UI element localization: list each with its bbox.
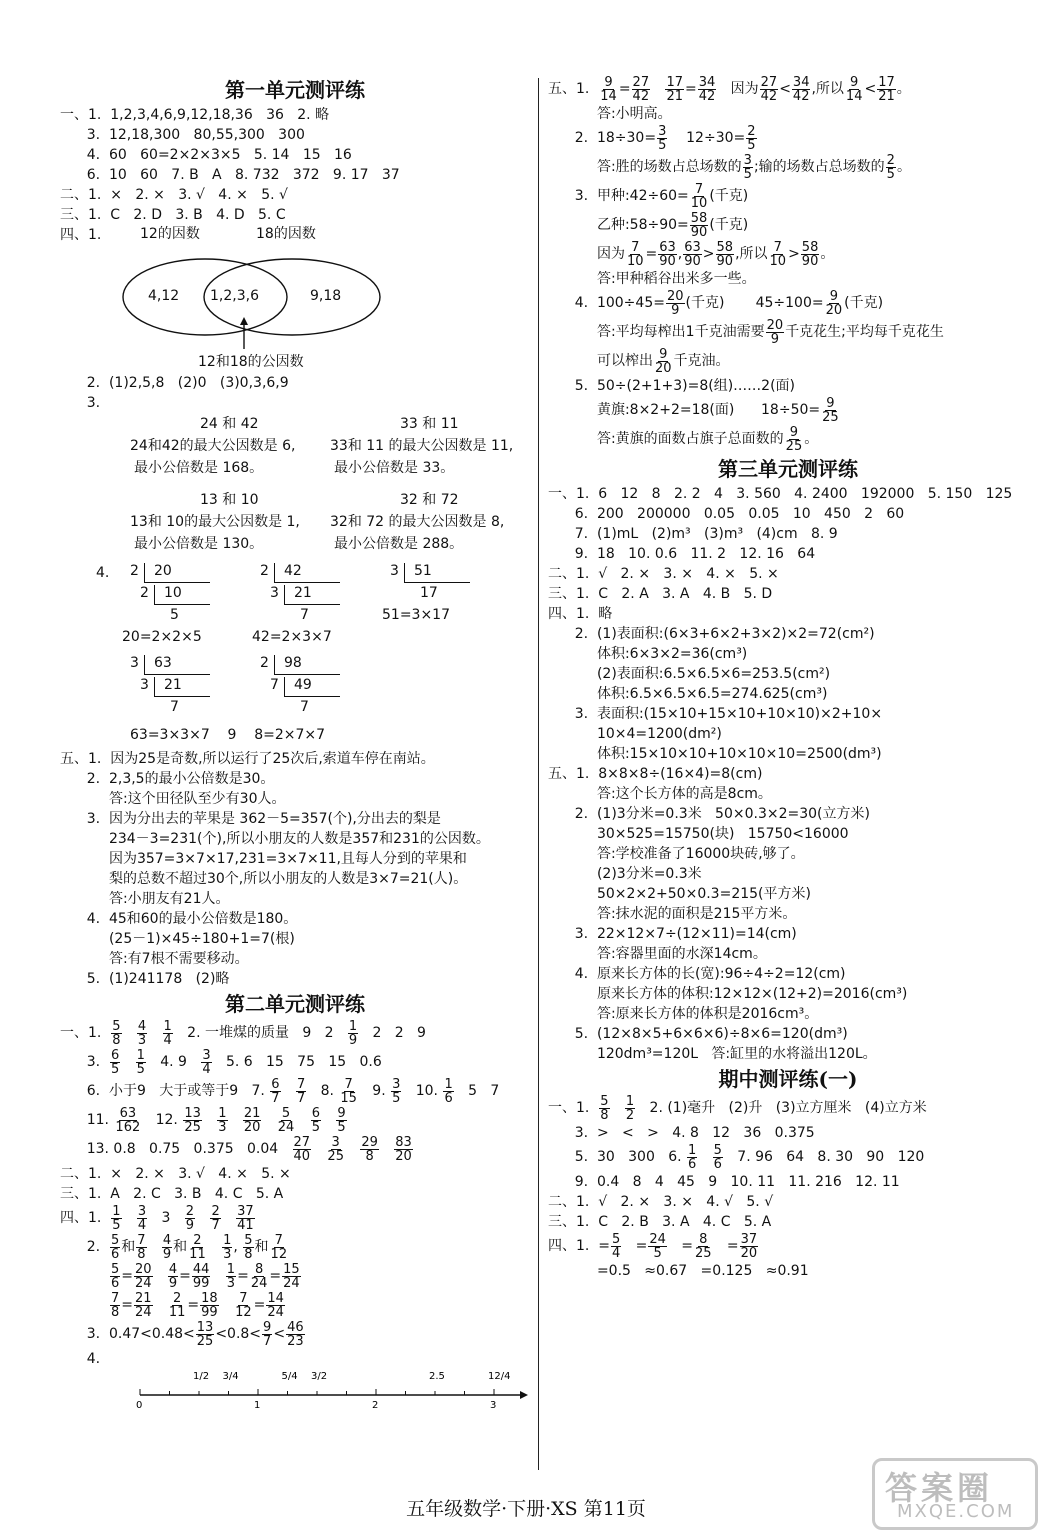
dividend: 10	[164, 585, 182, 601]
fraction: $\frac{5}{8}$	[600, 1093, 609, 1123]
division-rule	[274, 582, 340, 583]
fraction: $\frac{4}{9}$	[162, 1232, 172, 1262]
dividend: 21	[294, 585, 312, 601]
unit1-title: 第一单元测评练	[225, 78, 365, 102]
answer-line: =0.5 ≈0.67 =0.125 ≈0.91	[548, 1263, 809, 1279]
answer-line: 5. 50÷(2+1+3)=8(组)……2(面)	[548, 378, 796, 394]
fraction: $\frac{1}{3}$	[226, 1261, 236, 1291]
fraction: $\frac{5}{6}$	[713, 1142, 722, 1172]
division-bar	[154, 585, 155, 605]
fraction: $\frac{9}{14}$	[845, 74, 863, 104]
fraction: $\frac{4}{9}$	[168, 1261, 178, 1291]
quotient: 7	[300, 607, 309, 623]
fraction: $\frac{1}{5}$	[136, 1047, 145, 1077]
answer-line: 三、1. A 2. C 3. B 4. C 5. A	[60, 1186, 284, 1202]
fraction: $\frac{1}{6}$	[688, 1142, 697, 1172]
fraction: $\frac{58}{90}$	[801, 239, 819, 269]
answer-line: 二、1. × 2. × 3. √ 4. × 5. √	[60, 187, 288, 203]
answer-line: 30×525=15750(块) 15750<16000	[548, 826, 849, 842]
answer-line: 4. 45和60的最小公倍数是180。	[60, 911, 298, 927]
answer-line: 答:甲种稻谷出米多一些。	[548, 271, 756, 287]
division-rule	[154, 604, 210, 605]
venn-caption: 12和18的公因数	[198, 354, 304, 370]
fraction: $\frac{4}{3}$	[137, 1018, 147, 1048]
answer-line: $\frac{5}{6}$ = $\frac{20}{24}$ $\frac{4}{9}$ = $\frac{44}{99}$ $\frac{1}{3}$ = $\frac{8}{24}$ = $\frac{15}{24}$	[110, 1261, 300, 1291]
answer-line: 答:黄旗的面数占旗子总面数的 $\frac{9}{25}$ 。	[548, 424, 819, 454]
divisor: 3	[130, 655, 139, 671]
division-rule	[284, 696, 340, 697]
venn-label-12: 12的因数	[140, 226, 200, 242]
answer-line: 答:小朋友有21人。	[60, 891, 230, 907]
divisor: 2	[130, 563, 139, 579]
answer-line: 五、1. 8×8×8÷(16×4)=8(cm)	[548, 766, 763, 782]
fraction: $\frac{13}{25}$	[196, 1319, 214, 1349]
answer-line: 二、1. √ 2. × 3. × 4. × 5. ×	[548, 566, 779, 582]
answer-line: 因为357=3×7×17,231=3×7×11,且每人分到的苹果和	[60, 851, 467, 867]
fraction: $\frac{27}{40}$	[293, 1134, 311, 1164]
fraction: $\frac{3}{5}$	[658, 123, 667, 153]
pair-heading: 24 和 42	[200, 416, 259, 432]
answer-line: 答:平均每榨出1千克油需要 $\frac{20}{9}$ 千克花生;平均每千克花生	[548, 317, 944, 347]
number-line-tick-label: 3	[490, 1400, 497, 1409]
answer-line: 五、1. $\frac{9}{14}$ = $\frac{27}{42}$ $\frac{17}{21}$ = $\frac{34}{42}$ 因为 $\frac{27}{42}$ < $\frac{34}{42}$ ,所以 $\frac{9}{14}$ < $\frac{17}{21}$ 。	[548, 74, 911, 104]
answer-line: 答:胜的场数占总场数的 $\frac{3}{5}$ ;输的场数占总场数的 $\frac{2}{5}$ 。	[548, 152, 911, 182]
fraction: $\frac{5}{8}$	[112, 1018, 121, 1048]
venn-right-only: 9,18	[310, 288, 342, 304]
answer-line: 2. $\frac{5}{6}$ 和 $\frac{7}{8}$ $\frac{4}{9}$ 和 $\frac{2}{11}$ $\frac{1}{3}$ , $\frac{5}{8}$ 和 $\frac{7}{12}$	[60, 1232, 288, 1262]
answer-line: 二、1. √ 2. × 3. × 4. √ 5. √	[548, 1194, 774, 1210]
unit3-title: 第三单元测评练	[718, 457, 858, 481]
division-rule	[404, 582, 470, 583]
fraction: $\frac{3}{4}$	[137, 1203, 147, 1233]
fraction: $\frac{5}{24}$	[277, 1105, 295, 1135]
division-rule	[274, 674, 340, 675]
pair-gcd: 24和42的最大公因数是 6,	[130, 438, 296, 454]
fraction: $\frac{37}{20}$	[740, 1231, 758, 1261]
answer-line: 9. 0.4 8 4 45 9 10. 11 11. 216 12. 11	[548, 1174, 900, 1190]
answer-line: 四、1. $\frac{1}{5}$ $\frac{3}{4}$ 3 $\frac{2}{9}$ $\frac{2}{7}$ $\frac{37}{41}$	[60, 1203, 254, 1233]
fraction: $\frac{44}{99}$	[192, 1261, 210, 1291]
fraction: $\frac{9}{7}$	[263, 1319, 272, 1349]
fraction: $\frac{58}{90}$	[716, 239, 734, 269]
number-line-arrow	[520, 1391, 528, 1399]
answer-line: 9. 18 10. 0.6 11. 2 12. 16 64	[548, 546, 816, 562]
fraction: $\frac{9}{20}$	[654, 346, 672, 376]
divisor: 3	[140, 677, 149, 693]
number-line-tick-label: 1	[254, 1400, 261, 1409]
division-rule	[144, 674, 210, 675]
fraction: $\frac{2}{9}$	[185, 1203, 195, 1233]
fraction: $\frac{46}{23}$	[287, 1319, 304, 1349]
page-footer: 五年级数学·下册·XS 第11页	[406, 1498, 646, 1520]
venn-left-only: 4,12	[148, 288, 180, 304]
answer-line: 3. 0.47<0.48< $\frac{13}{25}$ <0.8< $\frac{9}{7}$ < $\frac{46}{23}$	[60, 1319, 304, 1349]
number-line-mark-label: 3/4	[222, 1371, 239, 1382]
fraction: $\frac{7}{10}$	[769, 239, 787, 269]
fraction: $\frac{3}{5}$	[743, 152, 752, 182]
answer-line: 6. 10 60 7. B A 8. 732 372 9. 17 37	[60, 167, 400, 183]
midterm-title: 期中测评练(一)	[718, 1067, 858, 1091]
fraction: $\frac{15}{24}$	[283, 1261, 300, 1291]
answer-line: 3.	[60, 395, 101, 411]
division-bar	[404, 563, 405, 583]
answer-line: 3. 表面积:(15×10+15×10+10×10)×2+10×	[548, 706, 883, 722]
answer-line: 答:容器里面的水深14cm。	[548, 946, 767, 962]
division-rule	[144, 582, 210, 583]
fraction: $\frac{37}{41}$	[237, 1203, 254, 1233]
left-column	[60, 75, 530, 1409]
factorization: 42=2×3×7	[252, 629, 332, 645]
number-line-mark-label: 1/2	[193, 1371, 210, 1382]
pair-heading: 33 和 11	[400, 416, 459, 432]
number-line-tick-label: 0	[136, 1400, 143, 1409]
answer-line: 120dm³=120L 答:缸里的水将溢出120L。	[548, 1046, 877, 1062]
answer-line: 5. (1)241178 (2)略	[60, 971, 230, 987]
dividend: 21	[164, 677, 182, 693]
divisor: 2	[260, 563, 269, 579]
answer-line: $\frac{7}{8}$ = $\frac{21}{24}$ $\frac{2}{11}$ = $\frac{18}{99}$ $\frac{7}{12}$ = $\frac{14}{24}$	[110, 1290, 284, 1320]
number-line-mark-label: 2.5	[429, 1371, 445, 1382]
fraction: $\frac{27}{42}$	[632, 74, 650, 104]
answer-line: 四、1. = $\frac{5}{4}$ = $\frac{24}{5}$ = $\frac{8}{25}$ = $\frac{37}{20}$	[548, 1231, 758, 1261]
answer-line: 2. (1)3分米=0.3米 50×0.3×2=30(立方米)	[548, 806, 870, 822]
fraction: $\frac{83}{20}$	[395, 1134, 412, 1164]
fraction: $\frac{3}{4}$	[202, 1047, 211, 1077]
short-division	[122, 563, 250, 653]
answer-line: 50×2×2+50×0.3=215(平方米)	[548, 886, 811, 902]
number-line-mark-label: 5/4	[281, 1371, 298, 1382]
fraction: $\frac{2}{7}$	[211, 1203, 220, 1233]
venn-arrowhead	[240, 317, 248, 325]
fraction: $\frac{3}{25}$	[327, 1134, 344, 1164]
fraction: $\frac{1}{5}$	[112, 1203, 121, 1233]
fraction: $\frac{9}{14}$	[600, 74, 617, 104]
column-divider	[538, 78, 539, 1470]
answer-line: (25－1)×45÷180+1=7(根)	[60, 931, 295, 947]
answer-line: 答:有7根不需要移动。	[60, 951, 249, 967]
answer-line: 四、1. 略	[548, 606, 613, 622]
answer-line: 三、1. C 2. A 3. A 4. B 5. D	[548, 586, 773, 602]
fraction: $\frac{34}{42}$	[792, 74, 810, 104]
answer-line: 2. (1)表面积:(6×3+6×2+3×2)×2=72(cm²)	[548, 626, 875, 642]
divisor: 7	[270, 677, 279, 693]
fraction: $\frac{17}{21}$	[666, 74, 683, 104]
answer-line: 一、1. 6 12 8 2. 2 4 3. 560 4. 2400 192000 5. 150 125	[548, 486, 1013, 502]
answer-line: 答:这个长方体的高是8cm。	[548, 786, 772, 802]
pair-gcd: 13和 10的最大公因数是 1,	[130, 514, 300, 530]
fraction: $\frac{5}{6}$	[110, 1232, 120, 1262]
pair-heading: 13 和 10	[200, 492, 259, 508]
fraction: $\frac{24}{5}$	[649, 1231, 666, 1261]
quotient: 7	[170, 699, 179, 715]
fraction: $\frac{13}{25}$	[184, 1105, 201, 1135]
fraction: $\frac{2}{11}$	[189, 1232, 206, 1262]
fraction: $\frac{7}{7}$	[296, 1076, 306, 1106]
division-bar	[274, 655, 275, 675]
division-bar	[144, 655, 145, 675]
division-bar	[284, 677, 285, 697]
answer-line: 黄旗:8×2+2=18(面) 18÷50= $\frac{9}{25}$	[548, 395, 839, 425]
answer-line: 答:抹水泥的面积是215平方米。	[548, 906, 797, 922]
fraction: $\frac{7}{10}$	[690, 181, 708, 211]
short-division	[252, 563, 380, 653]
fraction: $\frac{6}{7}$	[271, 1076, 280, 1106]
pair-lcm: 最小公倍数是 168。	[134, 460, 264, 476]
divisor: 2	[140, 585, 149, 601]
answer-line: 3. 甲种:42÷60= $\frac{7}{10}$ (千克)	[548, 181, 749, 211]
short-divisions	[60, 563, 530, 749]
answer-line: 体积:6×3×2=36(cm³)	[548, 646, 748, 662]
answer-line: 因为 $\frac{7}{10}$ = $\frac{63}{90}$ , $\frac{63}{90}$ > $\frac{58}{90}$ ,所以 $\frac{7}{10}$ > $\frac{58}{90}$ 。	[548, 239, 835, 269]
fraction: $\frac{20}{24}$	[134, 1261, 152, 1291]
fraction: $\frac{2}{5}$	[886, 152, 895, 182]
answer-line: (2)3分米=0.3米	[548, 866, 702, 882]
division-bar	[284, 585, 285, 605]
fraction: $\frac{21}{24}$	[134, 1290, 152, 1320]
pair-gcd: 33和 11 的最大公因数是 11,	[330, 438, 514, 454]
dividend: 49	[294, 677, 312, 693]
watermark-top: 答案圈	[885, 1469, 994, 1507]
pair-lcm: 最小公倍数是 33。	[334, 460, 455, 476]
watermark-logo	[872, 1458, 1038, 1530]
venn-common: 1,2,3,6	[210, 288, 259, 304]
watermark-bottom: MXQE.COM	[897, 1501, 1015, 1522]
fraction: $\frac{8}{24}$	[250, 1261, 268, 1291]
fraction: $\frac{34}{42}$	[698, 74, 716, 104]
answer-line: 梨的总数不超过30个,所以小朋友的人数是3×7=21(人)。	[60, 871, 468, 887]
answer-line: 234－3=231(个),所以小朋友的人数是357和231的公因数。	[60, 831, 490, 847]
fraction: $\frac{58}{90}$	[690, 210, 708, 240]
fraction: $\frac{6}{5}$	[110, 1047, 120, 1077]
fraction: $\frac{9}{20}$	[825, 288, 843, 318]
pair-gcd: 32和 72 的最大公因数是 8,	[330, 514, 505, 530]
answer-line: 3. 12,18,300 80,55,300 300	[60, 127, 305, 143]
division-bar	[274, 563, 275, 583]
fraction: $\frac{1}{2}$	[625, 1093, 635, 1123]
fraction: $\frac{1}{9}$	[348, 1018, 358, 1048]
quotient: 17	[420, 585, 438, 601]
fraction: $\frac{7}{8}$	[137, 1232, 146, 1262]
pair-lcm: 最小公倍数是 288。	[334, 536, 464, 552]
fraction: $\frac{63}{162}$	[115, 1105, 141, 1135]
answer-line: 三、1. C 2. D 3. B 4. D 5. C	[60, 207, 286, 223]
answer-line: 3. 因为分出去的苹果是 362－5=357(个),分出去的梨是	[60, 811, 441, 827]
fraction: $\frac{1}{4}$	[163, 1018, 172, 1048]
answer-line: 13. 0.8 0.75 0.375 0.04 $\frac{27}{40}$ $\frac{3}{25}$ $\frac{29}{8}$ $\frac{83}{20}$	[60, 1134, 412, 1164]
answer-line: 4. 100÷45= $\frac{20}{9}$ (千克) 45÷100= $\frac{9}{20}$ (千克)	[548, 288, 884, 318]
answer-line: 一、1. 1,2,3,4,6,9,12,18,36 36 2. 略	[60, 107, 330, 123]
fraction: $\frac{2}{11}$	[168, 1290, 186, 1320]
pair-heading: 32 和 72	[400, 492, 459, 508]
fraction: $\frac{5}{8}$	[244, 1232, 253, 1262]
division-bar	[154, 677, 155, 697]
dividend: 63	[154, 655, 172, 671]
number-line	[60, 1369, 530, 1409]
answer-line: 答:小明高。	[548, 106, 672, 122]
answer-line: 6. 小于9 大于或等于9 7. $\frac{6}{7}$ $\frac{7}{7}$ 8. $\frac{7}{15}$ 9. $\frac{3}{5}$ 10. $\frac{1}{6}$ 5 7	[60, 1076, 500, 1106]
fraction: $\frac{14}{24}$	[267, 1290, 284, 1320]
fraction: $\frac{29}{8}$	[361, 1134, 378, 1164]
fraction: $\frac{7}{12}$	[235, 1290, 252, 1320]
answer-line: 4. 60 60=2×2×3×5 5. 14 15 16	[60, 147, 352, 163]
answer-line: 二、1. × 2. × 3. √ 4. × 5. ×	[60, 1166, 291, 1182]
dividend: 51	[414, 563, 432, 579]
number-line-mark-label: 3/2	[311, 1371, 328, 1382]
division-rule	[284, 604, 340, 605]
answer-line: 6. 200 200000 0.05 0.05 10 450 2 60	[548, 506, 905, 522]
fraction: $\frac{1}{3}$	[218, 1105, 227, 1135]
answer-line: 4.	[60, 1351, 101, 1367]
factorization: 20=2×2×5	[122, 629, 202, 645]
divisor: 3	[390, 563, 399, 579]
fraction: $\frac{6}{5}$	[311, 1105, 320, 1135]
answer-line: 答:这个田径队至少有30人。	[60, 791, 286, 807]
fraction: $\frac{5}{6}$	[110, 1261, 120, 1291]
answer-line: 3. 22×12×7÷(12×11)=14(cm)	[548, 926, 797, 942]
answer-line: 答:学校准备了16000块砖,够了。	[548, 846, 805, 862]
answer-line: (2)表面积:6.5×6.5×6=253.5(cm²)	[548, 666, 831, 682]
fraction: $\frac{5}{4}$	[612, 1231, 621, 1261]
answer-line: 5. (12×8×5+6×6×6)÷8×6=120(dm³)	[548, 1026, 848, 1042]
q4-tail: 63=3×3×7 9 8=2×7×7	[130, 727, 326, 743]
divisor: 3	[270, 585, 279, 601]
fraction: $\frac{1}{6}$	[444, 1076, 453, 1106]
answer-line: 五、1. 因为25是奇数,所以运行了25次后,索道车停在南站。	[60, 751, 435, 767]
fraction: $\frac{18}{99}$	[201, 1290, 218, 1320]
short-division	[382, 563, 510, 653]
unit2-title: 第二单元测评练	[225, 992, 365, 1016]
answer-line: 体积:15×10×10+10×10×10=2500(dm³)	[548, 746, 882, 762]
fraction: $\frac{9}{25}$	[822, 395, 839, 425]
answer-line: 2. (1)2,5,8 (2)0 (3)0,3,6,9	[60, 375, 289, 391]
answer-line: 2. 18÷30= $\frac{3}{5}$ 12÷30= $\frac{2}{5}$	[548, 123, 756, 153]
venn-label-18: 18的因数	[256, 226, 316, 242]
fraction: $\frac{7}{15}$	[340, 1076, 357, 1106]
quotient: 7	[300, 699, 309, 715]
dividend: 20	[154, 563, 172, 579]
answer-line: 7. (1)mL (2)m³ (3)m³ (4)cm 8. 9	[548, 526, 838, 542]
divisor: 2	[260, 655, 269, 671]
fraction: $\frac{9}{25}$	[785, 424, 803, 454]
q4-label: 4.	[96, 565, 110, 581]
answer-line: 一、1. $\frac{5}{8}$ $\frac{1}{2}$ 2. (1)毫升 (2)升 (3)立方厘米 (4)立方米	[548, 1093, 927, 1123]
fraction: $\frac{17}{21}$	[878, 74, 895, 104]
pair-lcm: 最小公倍数是 130。	[134, 536, 264, 552]
answer-line: 3. $\frac{6}{5}$ $\frac{1}{5}$ 4. 9 $\frac{3}{4}$ 5. 6 15 75 15 0.6	[60, 1047, 382, 1077]
answer-line: 3. > < > 4. 8 12 36 0.375	[548, 1125, 815, 1141]
gcd-lcm-grid	[60, 413, 530, 563]
answer-line: 5. 30 300 6. $\frac{1}{6}$ $\frac{5}{6}$ 7. 96 64 8. 30 90 120	[548, 1142, 925, 1172]
answer-line: 可以榨出 $\frac{9}{20}$ 千克油。	[548, 346, 730, 376]
fraction: $\frac{1}{3}$	[223, 1232, 232, 1262]
answer-line: 11. $\frac{63}{162}$ 12. $\frac{13}{25}$ $\frac{1}{3}$ $\frac{21}{20}$ $\frac{5}{24}$ $\frac{6}{5}$ $\frac{9}{5}$	[60, 1105, 346, 1135]
fraction: $\frac{7}{8}$	[110, 1290, 120, 1320]
fraction: $\frac{7}{12}$	[270, 1232, 288, 1262]
fraction: $\frac{20}{9}$	[666, 288, 684, 318]
fraction: $\frac{2}{5}$	[747, 123, 756, 153]
division-rule	[154, 696, 210, 697]
division-bar	[144, 563, 145, 583]
quotient: 5	[170, 607, 179, 623]
dividend: 98	[284, 655, 302, 671]
number-line-tick-label: 2	[372, 1400, 379, 1409]
answer-line: 2. 2,3,5的最小公倍数是30。	[60, 771, 275, 787]
answer-line: 一、1. $\frac{5}{8}$ $\frac{4}{3}$ $\frac{1}{4}$ 2. 一堆煤的质量 9 2 $\frac{1}{9}$ 2 2 9	[60, 1018, 426, 1048]
answer-line: 乙种:58÷90= $\frac{58}{90}$ (千克)	[548, 210, 749, 240]
fraction: $\frac{63}{90}$	[659, 239, 676, 269]
answer-line: 三、1. C 2. B 3. A 4. C 5. A	[548, 1214, 772, 1230]
fraction: $\frac{21}{20}$	[243, 1105, 261, 1135]
fraction: $\frac{3}{5}$	[392, 1076, 401, 1106]
answer-line: 4. 原来长方体的长(宽):96÷4÷2=12(cm)	[548, 966, 846, 982]
right-column	[548, 75, 1028, 1281]
answer-line: 答:原来长方体的体积是2016cm³。	[548, 1006, 819, 1022]
fraction: $\frac{20}{9}$	[766, 317, 784, 347]
factorization: 51=3×17	[382, 607, 450, 623]
fraction: $\frac{63}{90}$	[684, 239, 701, 269]
dividend: 42	[284, 563, 302, 579]
fraction: $\frac{8}{25}$	[695, 1231, 712, 1261]
fraction: $\frac{9}{5}$	[337, 1105, 346, 1135]
answer-line: 10×4=1200(dm²)	[548, 726, 722, 742]
answer-line: 原来长方体的体积:12×12×(12+2)=2016(cm³)	[548, 986, 908, 1002]
fraction: $\frac{27}{42}$	[760, 74, 778, 104]
number-line-mark-label: 12/4	[488, 1371, 511, 1382]
fraction: $\frac{7}{10}$	[626, 239, 644, 269]
answer-line: 体积:6.5×6.5×6.5=274.625(cm³)	[548, 686, 828, 702]
answer-line: 四、1.	[60, 227, 102, 243]
